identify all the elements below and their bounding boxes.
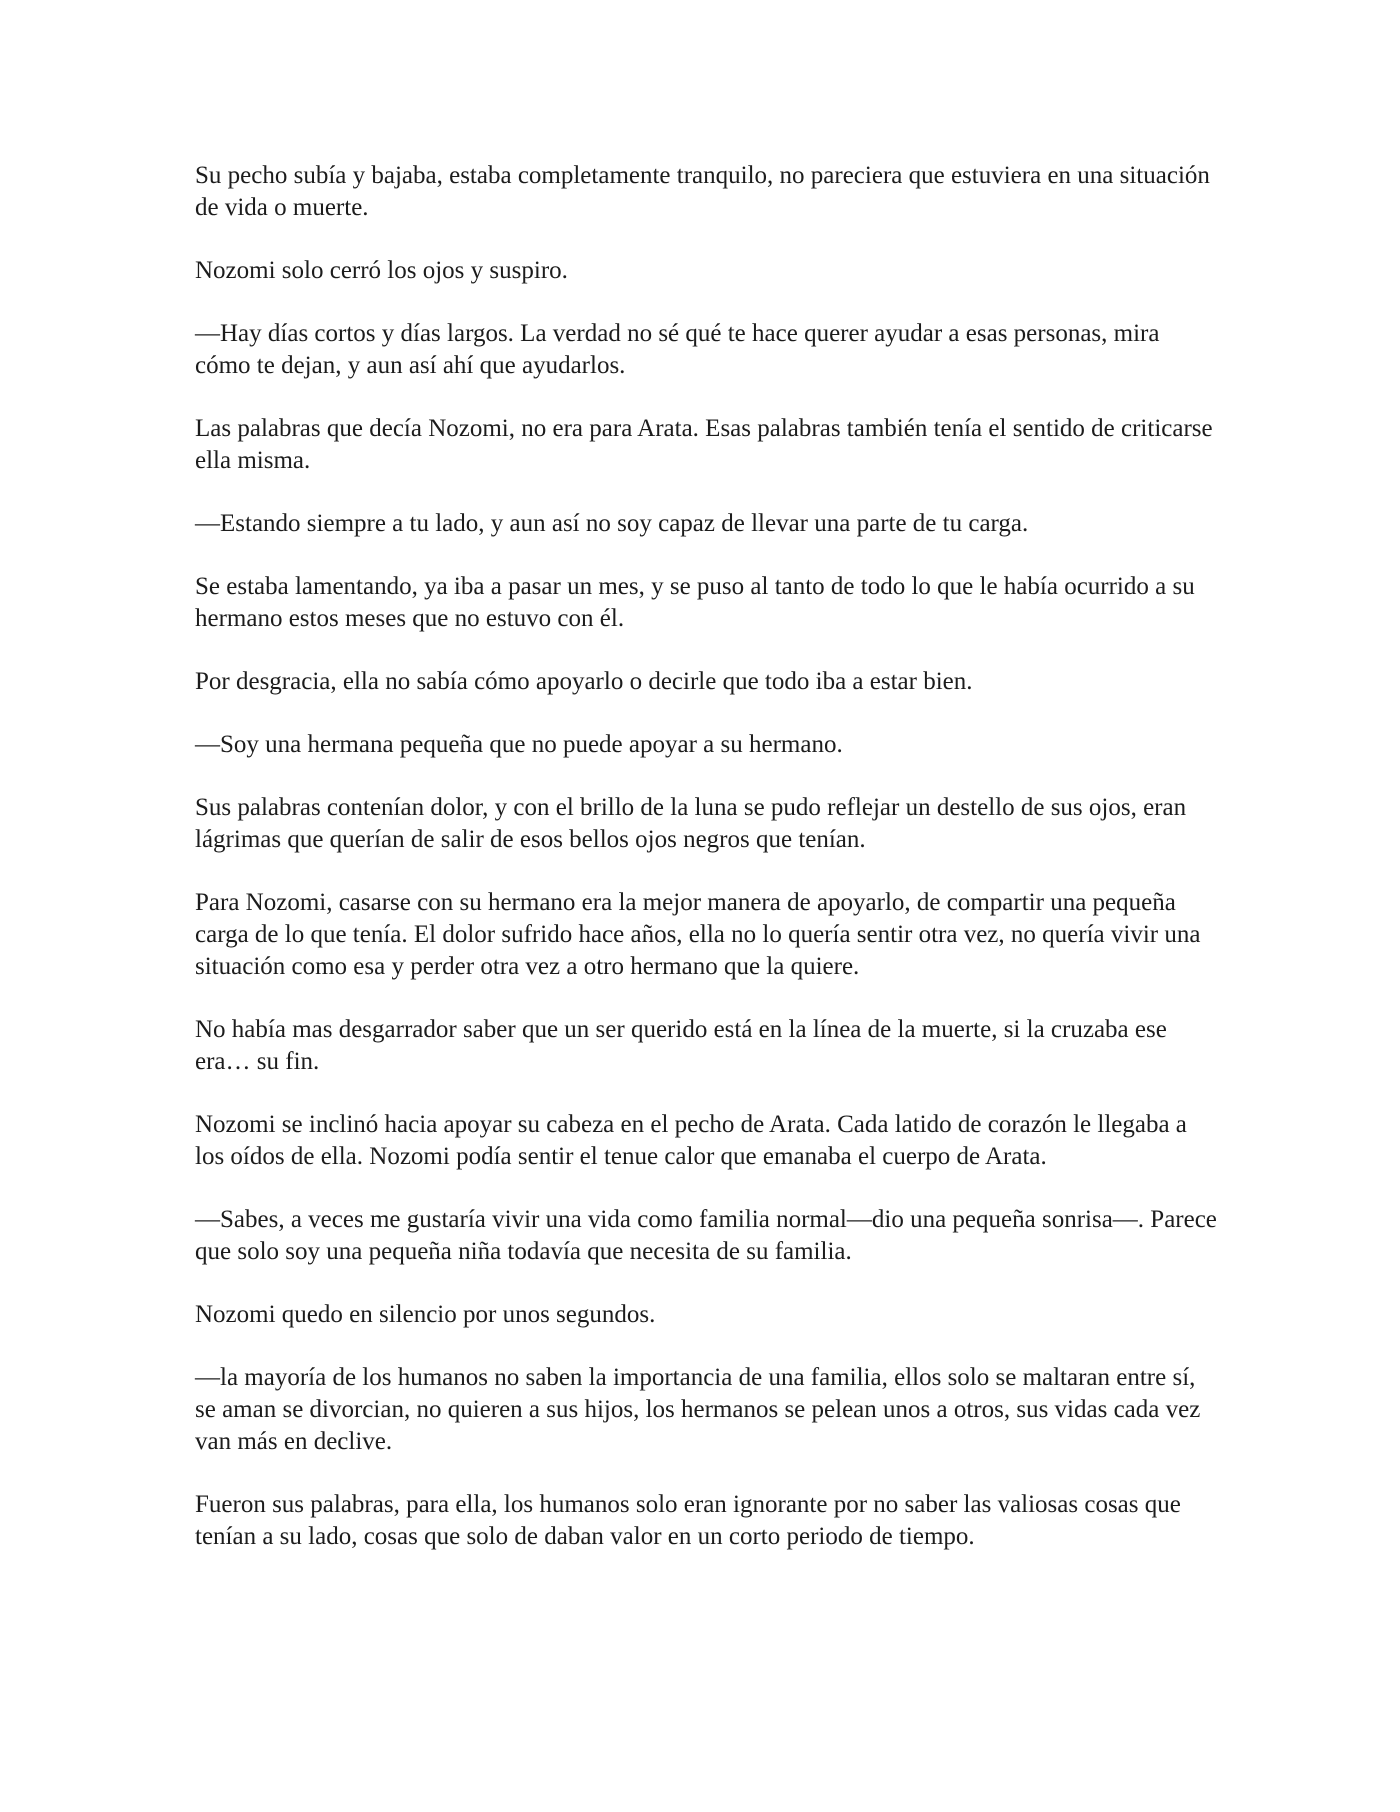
paragraph: Por desgracia, ella no sabía cómo apoyarlo o decirle que todo iba a estar bien. bbox=[195, 668, 973, 695]
paragraph: Su pecho subía y bajaba, estaba completamente tranquilo, no pareciera que estuviera en una situación de vida o muerte. bbox=[195, 162, 1210, 221]
paragraph: Fueron sus palabras, para ella, los humanos solo eran ignorante por no saber las valiosas cosas que tenían a su lado, cosas que solo de daban valor en un corto periodo de tiempo. bbox=[195, 1491, 1181, 1550]
paragraph: —Estando siempre a tu lado, y aun así no soy capaz de llevar una parte de tu carga. bbox=[195, 510, 1029, 537]
document-body bbox=[195, 160, 1220, 1584]
paragraph: Para Nozomi, casarse con su hermano era la mejor manera de apoyarlo, de compartir una pequeña carga de lo que tenía. El dolor sufrido hace años, ella no lo quería sentir otra vez, no quería vivir una situación como esa y perder otra vez a otro hermano que la quiere. bbox=[195, 889, 1201, 980]
paragraph: Nozomi solo cerró los ojos y suspiro. bbox=[195, 257, 568, 284]
paragraph: —Sabes, a veces me gustaría vivir una vida como familia normal—dio una pequeña sonrisa—. Parece que solo soy una pequeña niña todavía que necesita de su familia. bbox=[195, 1206, 1217, 1265]
paragraph: No había mas desgarrador saber que un ser querido está en la línea de la muerte, si la cruzaba ese era… su fin. bbox=[195, 1016, 1167, 1075]
paragraph: Las palabras que decía Nozomi, no era para Arata. Esas palabras también tenía el sentido de criticarse ella misma. bbox=[195, 415, 1213, 474]
paragraph: —la mayoría de los humanos no saben la importancia de una familia, ellos solo se maltaran entre sí, se aman se divorcian, no quieren a sus hijos, los hermanos se pelean unos a otros, sus vidas cada vez van más en declive. bbox=[195, 1364, 1201, 1455]
paragraph: —Hay días cortos y días largos. La verdad no sé qué te hace querer ayudar a esas personas, mira cómo te dejan, y aun así ahí que ayudarlos. bbox=[195, 320, 1160, 379]
paragraph: Se estaba lamentando, ya iba a pasar un mes, y se puso al tanto de todo lo que le había ocurrido a su hermano estos meses que no estuvo con él. bbox=[195, 573, 1195, 632]
paragraph: Sus palabras contenían dolor, y con el brillo de la luna se pudo reflejar un destello de sus ojos, eran lágrimas que querían de salir de esos bellos ojos negros que tenían. bbox=[195, 794, 1187, 853]
paragraph: Nozomi quedo en silencio por unos segundos. bbox=[195, 1301, 656, 1328]
paragraph: Nozomi se inclinó hacia apoyar su cabeza en el pecho de Arata. Cada latido de corazón le llegaba a los oídos de ella. Nozomi podía sentir el tenue calor que emanaba el cuerpo de Arata. bbox=[195, 1111, 1187, 1170]
paragraph: —Soy una hermana pequeña que no puede apoyar a su hermano. bbox=[195, 731, 843, 758]
